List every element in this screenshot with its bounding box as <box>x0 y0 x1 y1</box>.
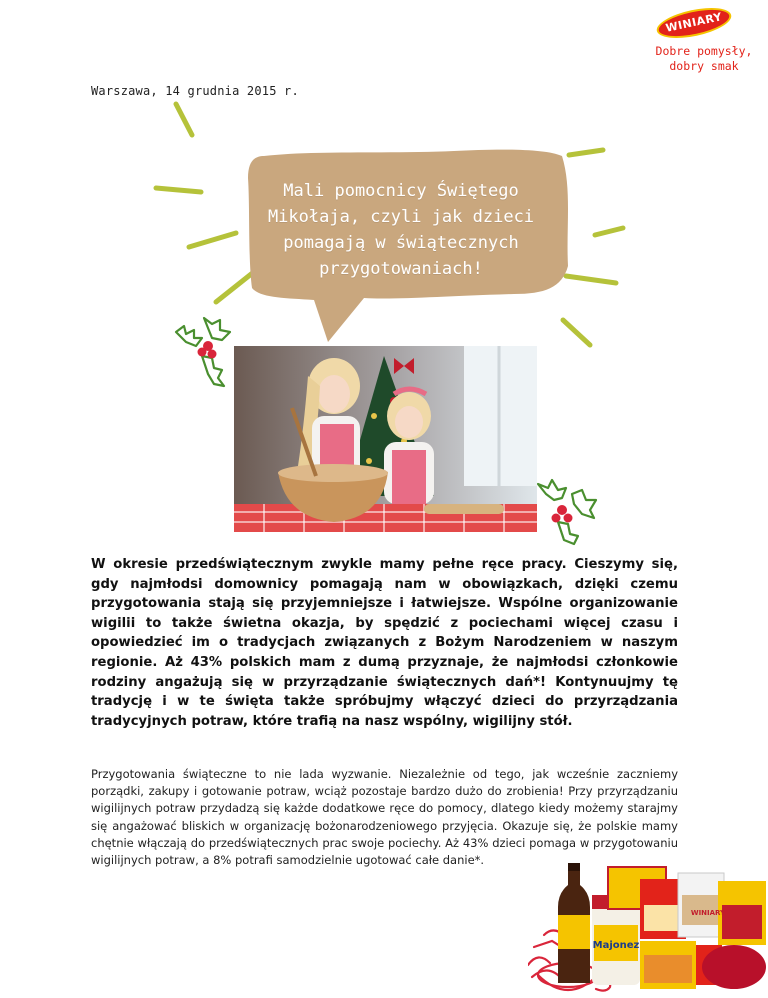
headline <box>258 178 544 282</box>
logo-tagline-line2: dobry smak <box>669 59 739 73</box>
products-illustration <box>528 855 768 994</box>
dateline: Warszawa, 14 grudnia 2015 r. <box>91 84 299 98</box>
product-brand-label: WINIARY <box>690 909 726 917</box>
lead-paragraph: W okresie przedświątecznym zwykle mamy pełne ręce pracy. Cieszymy się, gdy najmłodsi domownicy pomagają nam w obowiązkach, dzięki czemu przygotowania stają się przyjemniejsze i łatwiejsze. Wspólne organizowanie wigilii to także świetna okazja, by spędzić z pociechami więcej czasu i opowiedzieć im o tradycjach związanych z Bożym Narodzeniem w naszym regionie. Aż 43% polskich mam z dumą przyznaje, że najmłodsi członkowie rodziny angażują się w przyrządzanie świątecznych dań*! Kontynuujmy tę tradycję i w te święta także spróbujmy włączyć dzieci do przyrządzania tradycyjnych potraw, które trafią na nasz wspólny, wigilijny stół. <box>91 557 678 729</box>
headline-line2: Mikołaja, czyli jak dzieci <box>267 207 535 227</box>
children-baking-image <box>234 346 537 532</box>
speech-bubble <box>244 148 578 376</box>
product-group-image <box>528 855 768 994</box>
holly-right-icon <box>528 474 604 548</box>
body-paragraph: Przygotowania świąteczne to nie lada wyzwanie. Niezależnie od tego, jak wcześnie zaczniemy porządki, zakupy i gotowanie potraw, wciąż pozostaje bardzo dużo do zrobienia! Przy przyrządzaniu wigilijnych potraw przydadzą się każde dodatkowe ręce do pomocy, dlatego kiedy możemy starajmy się angażować bliskich w organizację bożonarodzeniowego przyjęcia. Okazuje się, że polskie mamy chętnie włączają do przedświątecznych prac swoje pociechy. Aż 43% dzieci pomaga w przygotowaniu wigilijnych potraw, a 8% potrafi samodzielnie ugotować całe danie*. <box>91 767 678 868</box>
headline-line1: Mali pomocnicy Świętego <box>283 181 519 201</box>
headline-line4: przygotowaniach! <box>319 259 483 279</box>
headline-line3: pomagają w świątecznych <box>283 233 519 253</box>
children-photo <box>234 346 537 532</box>
holly-left-icon <box>168 312 240 390</box>
logo-tagline-line1: Dobre pomysły, <box>655 44 753 58</box>
mayo-label: Majonez <box>592 940 640 951</box>
winiary-logo-text: WINIARY <box>664 10 724 35</box>
